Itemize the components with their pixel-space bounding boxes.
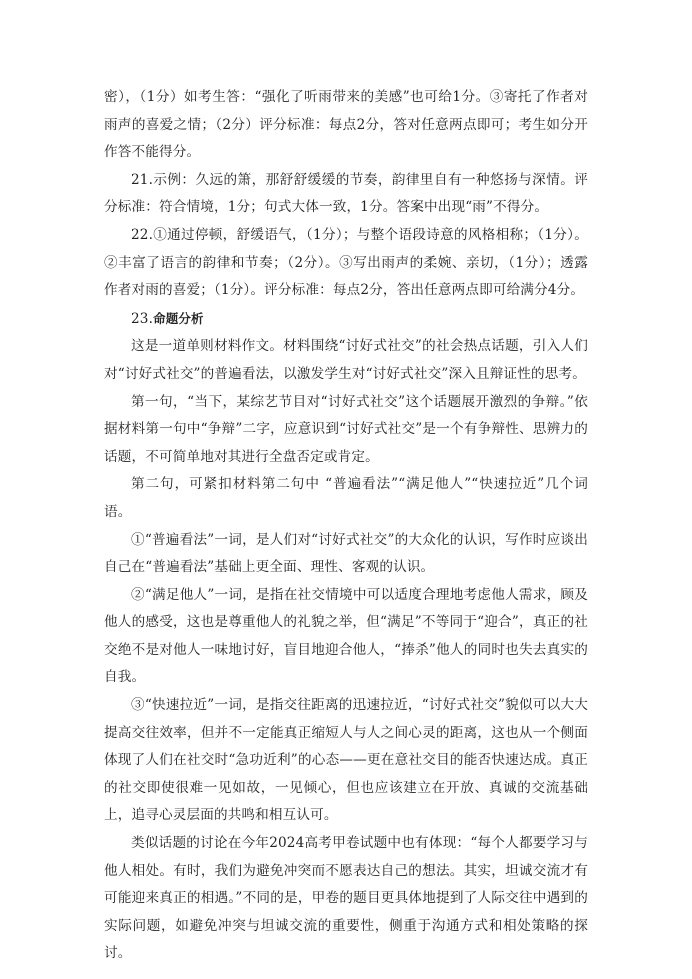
analysis-point-3: ③“快速拉近”一词，是指交往距离的迅速拉近，“讨好式社交”貌似可以大大提高交往效率，但并不一定能真正缩短人与人之间心灵的距离，这也从一个侧面体现了人们在社交时“急功近利”的心态——更在意社交目的能否快速达成。真正的社交即使很难一见如故，一见倾心，但也应该建立在开放、真诚的交流基础上，追寻心灵层面的共鸣和相互认可。 [104, 697, 588, 824]
analysis-paragraph-comparison: 类似话题的讨论在今年2024高考甲卷试题中也有体现：“每个人都要学习与他人相处。有时，我们为避免冲突而不愿表达自己的想法。其实，坦诚交流才有可能迎来真正的相遇。”不同的是，甲卷的题目更具体地提到了人际交往中遇到的实际问题，如避免冲突与坦诚交流的重要性，侧重于沟通方式和相处策略的探讨。 [104, 835, 588, 962]
analysis-paragraph-second-sentence: 第二句，可紧扣材料第二句中 “普遍看法”“满足他人”“快速拉近”几个词语。 [104, 476, 588, 520]
section-heading-23 [104, 305, 588, 334]
analysis-paragraph-first-sentence: 第一句，“当下，某综艺节目对“讨好式社交”这个话题展开激烈的争辩。”依据材料第一句中“争辩”二字，应意识到“讨好式社交”是一个有争辩性、思辨力的话题，不可简单地对其进行全盘否定或肯定。 [104, 393, 588, 465]
analysis-paragraph-intro: 这是一道单则材料作文。材料围绕“讨好式社交”的社会热点话题，引入人们对“讨好式社交”的普遍看法，以激发学生对“讨好式社交”深入且辩证性的思考。 [104, 338, 588, 382]
analysis-point-2: ②“满足他人”一词，是指在社交情境中可以适度合理地考虑他人需求，顾及他人的感受，这也是尊重他人的礼貌之举，但“满足”不等同于“迎合”，真正的社交绝不是对他人一味地讨好，盲目地迎合他人，“捧杀”他人的同时也失去真实的自我。 [104, 586, 588, 686]
answer-22: 22.①通过停顿，舒缓语气，（1分）；与整个语段诗意的风格相称；（1分）。②丰富了语言的韵律和节奏；（2分）。③写出雨声的柔婉、亲切，（1分）；透露作者对雨的喜爱；（1分）。评分标准：每点2分，答出任意两点即可给满分4分。 [104, 226, 588, 299]
answer-content [104, 84, 588, 968]
answer-20-continued: 密），（1分）如考生答：“强化了听雨带来的美感”也可给1分。③寄托了作者对雨声的喜爱之情；（2分）评分标准：每点2分，答对任意两点即可；考生如分开作答不能得分。 [104, 89, 588, 161]
section-number: 23. [131, 310, 154, 327]
analysis-point-1: ①“普遍看法”一词，是人们对“讨好式社交”的大众化的认识，写作时应谈出自己在“普遍看法”基础上更全面、理性、客观的认识。 [104, 531, 588, 576]
section-title: 命题分析 [153, 310, 204, 326]
answer-21: 21.示例：久远的箫，那舒舒缓缓的节奏，韵律里自有一种悠扬与深情。评分标准：符合情境，1分；句式大体一致，1分。答案中出现“雨”不得分。 [104, 171, 588, 216]
